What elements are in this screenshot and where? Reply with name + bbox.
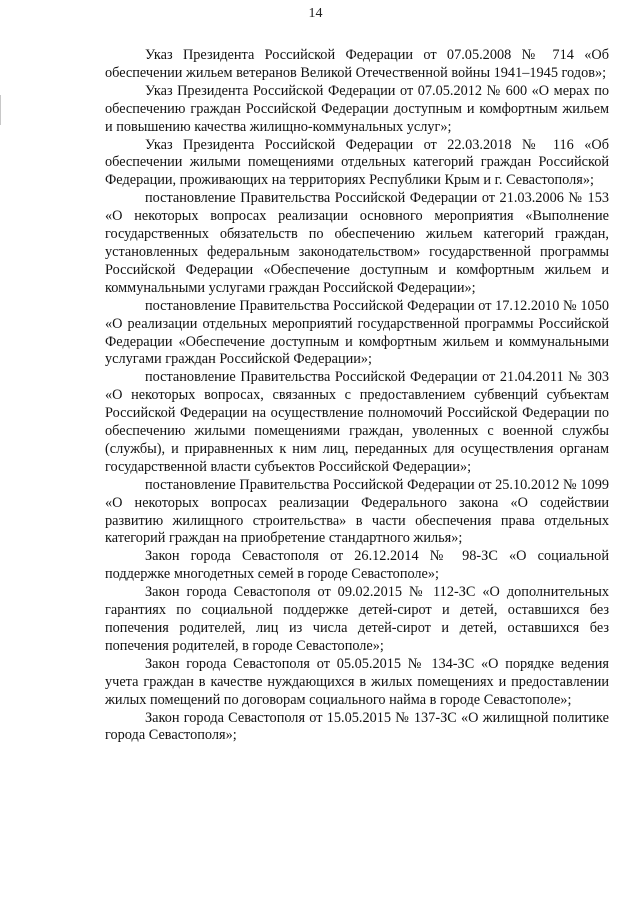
paragraph-decree-600: Указ Президента Российской Федерации от 07.05.2012 № 600 «О мерах по обеспечению граждан Российской Федерации доступным и комфортным жильем и повышению качества жилищно-коммунальных услуг»; bbox=[105, 82, 609, 135]
page-number: 14 bbox=[308, 6, 323, 21]
document-body bbox=[105, 47, 609, 745]
paragraph-law-137-zs: Закон города Севастополя от 15.05.2015 № 137-ЗС «О жилищной политике города Севастополя»; bbox=[105, 709, 609, 744]
paragraph-resolution-303: постановление Правительства Российской Федерации от 21.04.2011 № 303 «О некоторых вопросах, связанных с предоставлением субвенций субъектам Российской Федерации на осуществление полномочий Российской Федерации по обеспечению жилыми помещениями граждан, уволенных с военной службы (службы), и приравненных к ним лиц, переданных для осуществления органам государственной власти субъектов Российской Федерации»; bbox=[105, 369, 609, 475]
paragraph-resolution-1099: постановление Правительства Российской Федерации от 25.10.2012 № 1099 «О некоторых вопросах реализации Федерального закона «О содействии развитию жилищного строительства» в части обеспечения права отдельных категорий граждан на приобретение стандартного жилья»; bbox=[105, 476, 609, 547]
paragraph-law-98-zs: Закон города Севастополя от 26.12.2014 № 98-ЗС «О социальной поддержке многодетных семей в городе Севастополе»; bbox=[105, 548, 609, 583]
paragraph-law-112-zs: Закон города Севастополя от 09.02.2015 № 112-ЗС «О дополнительных гарантиях по социальной поддержке детей-сирот и детей, оставшихся без попечения родителей, лиц из числа детей-сирот и детей, оставшихся без попечения родителей, в городе Севастополе»; bbox=[105, 584, 609, 654]
scan-edge-mark bbox=[0, 95, 1, 125]
paragraph-resolution-1050: постановление Правительства Российской Федерации от 17.12.2010 № 1050 «О реализации отдельных мероприятий государственной программы Российской Федерации «Обеспечение доступным и комфортным жильем и коммунальными услугами граждан Российской Федерации»; bbox=[105, 297, 609, 368]
paragraph-decree-714: Указ Президента Российской Федерации от 07.05.2008 № 714 «Об обеспечении жильем ветеранов Великой Отечественной войны 1941–1945 годов»; bbox=[105, 47, 609, 81]
paragraph-resolution-153: постановление Правительства Российской Федерации от 21.03.2006 № 153 «О некоторых вопросах реализации основного мероприятия «Выполнение государственных обязательств по обеспечению жильем категорий граждан, установленных федеральным законодательством» государственной программы Российской Федерации «Обеспечение доступным и комфортным жильем и коммунальными услугами граждан Российской Федерации»; bbox=[105, 190, 609, 296]
paragraph-law-134-zs: Закон города Севастополя от 05.05.2015 № 134-ЗС «О порядке ведения учета граждан в качестве нуждающихся в жилых помещениях и предоставлении жилых помещений по договорам социального найма в городе Севастополе»; bbox=[105, 655, 609, 708]
paragraph-decree-116: Указ Президента Российской Федерации от 22.03.2018 № 116 «Об обеспечении жилыми помещениями отдельных категорий граждан Российской Федерации, проживающих на территориях Республики Крым и г. Севастополя»; bbox=[105, 136, 609, 189]
